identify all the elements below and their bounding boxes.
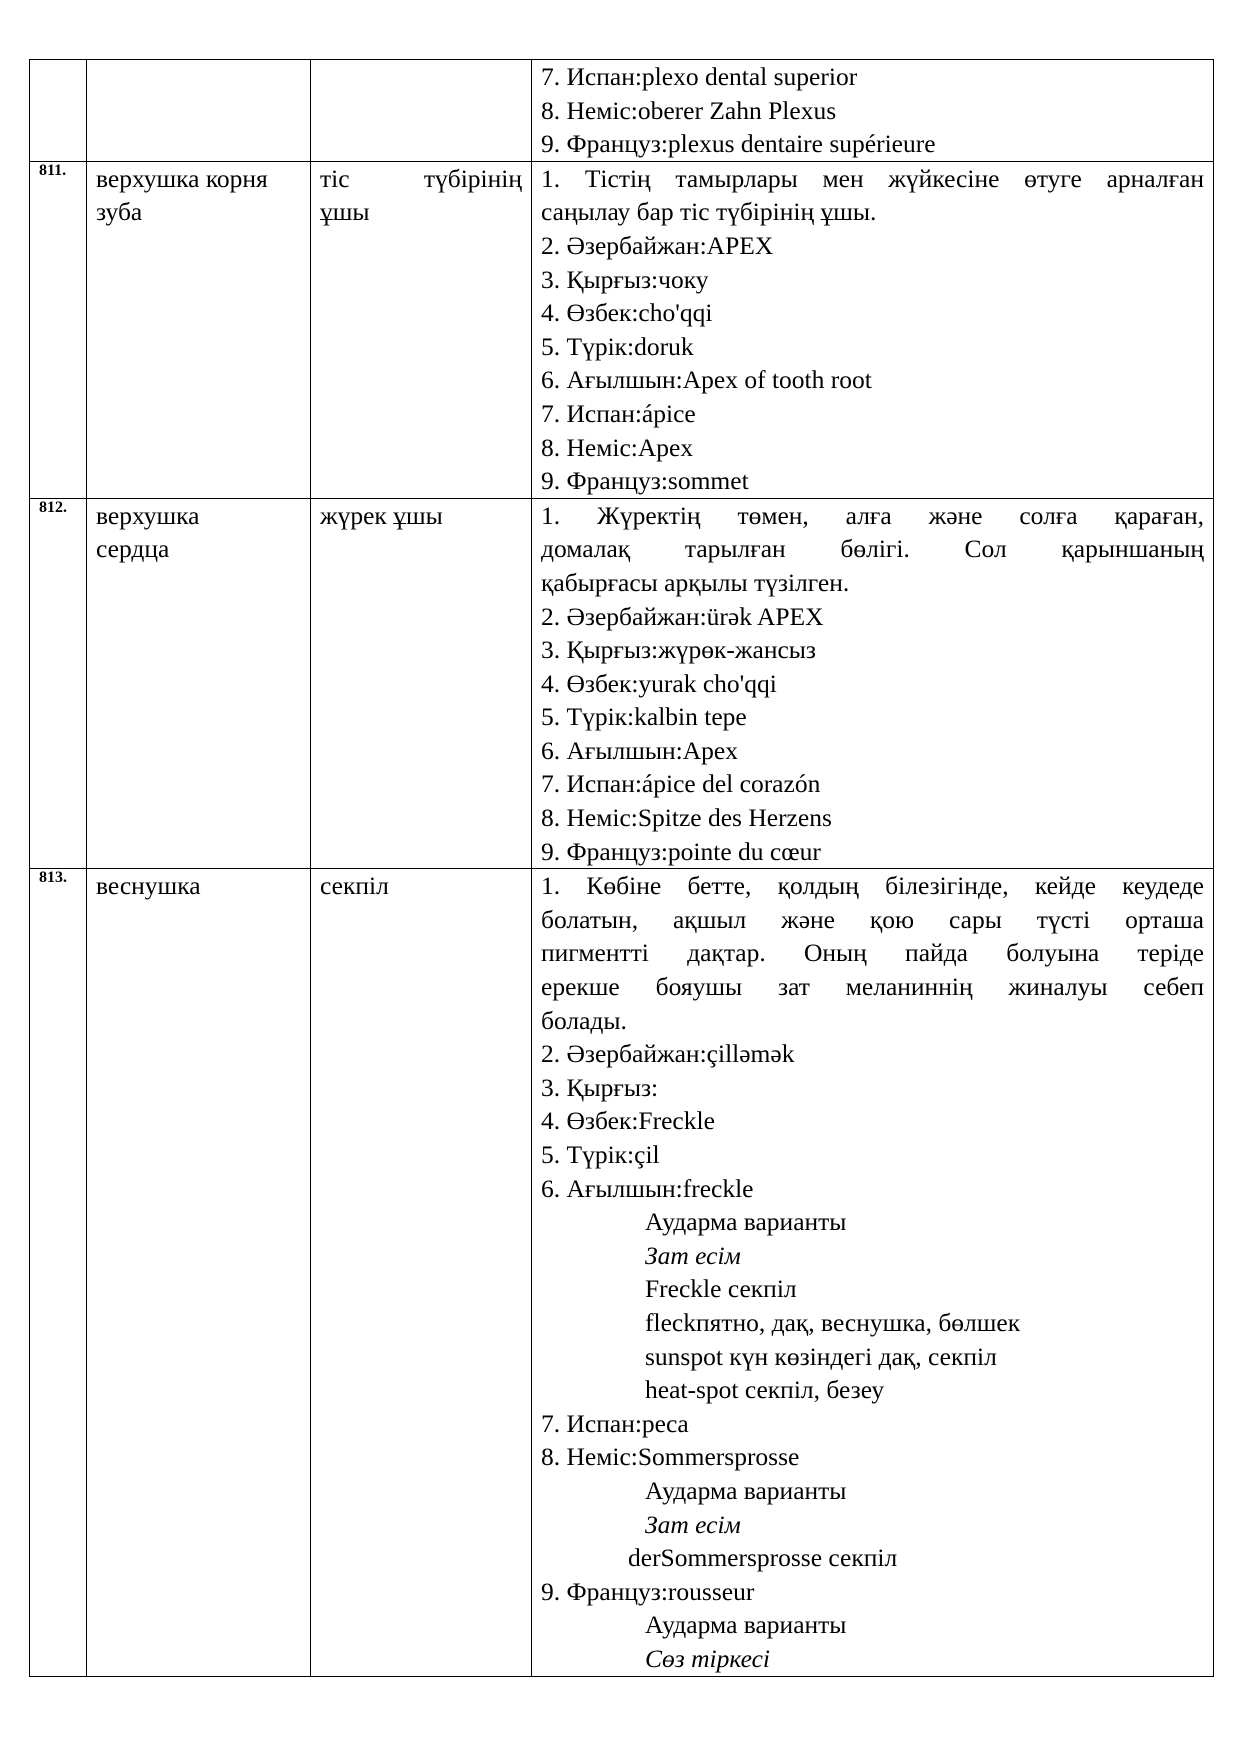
definition-text: домалақ тарылған бөлігі. Сол қарыншаның: [541, 534, 1204, 564]
translation-line: 8. Неміс:Sommersprosse: [541, 1442, 800, 1472]
part-of-speech: Сөз тіркесі: [645, 1643, 771, 1673]
translation-line: 8. Неміс:Apex: [541, 432, 694, 462]
kazakh-term-word: тіс: [320, 163, 350, 193]
translation-line: 9. Француз:sommet: [541, 466, 749, 496]
translation-line: 6. Ағылшын:freckle: [541, 1173, 754, 1203]
entry-number: 812.: [30, 498, 87, 869]
translation-variant: sunspot күн көзіндегі дақ, секпіл: [645, 1341, 997, 1371]
translation-line: 3. Қырғыз:жүрөк-жансыз: [541, 635, 816, 665]
entry-number: 813.: [30, 869, 87, 1676]
definition-text: саңылау бар тіс түбірінің ұшы.: [541, 197, 877, 227]
russian-term-line: верхушка: [96, 500, 200, 530]
entry-definition: [532, 60, 1214, 162]
definition-text: 1. Жүректің төмен, алға және солға қараған,: [541, 500, 1204, 530]
translation-line: 6. Ағылшын:Apex of tooth root: [541, 365, 872, 395]
part-of-speech: Зат есім: [645, 1509, 741, 1539]
definition-text: 1. Тістің тамырлары мен жүйкесіне өтуге арналған: [541, 163, 1204, 193]
translation-line: 5. Түрік:doruk: [541, 331, 694, 361]
definition-text: қабырғасы арқылы түзілген.: [541, 567, 850, 597]
translation-line: 5. Түрік:kalbin tepe: [541, 702, 747, 732]
translation-line: 2. Әзербайжан:çilləmək: [541, 1039, 795, 1069]
translation-line: 3. Қырғыз:: [541, 1072, 659, 1102]
definition-text: 1. Көбіне бетте, қолдың білезігінде, кейде кеудеде: [541, 871, 1204, 901]
kazakh-term: [311, 161, 532, 498]
translation-line: 9. Француз:rousseur: [541, 1576, 755, 1606]
translation-line: 3. Қырғыз:чоку: [541, 264, 709, 294]
russian-term: веснушка: [87, 869, 311, 1676]
entry-definition: [532, 869, 1214, 1676]
russian-term: [87, 161, 311, 498]
translation-line: 9. Француз:plexus dentaire supérieure: [541, 129, 936, 159]
russian-term: [87, 498, 311, 869]
kazakh-term: жүрек ұшы: [311, 498, 532, 869]
definition-text: ерекше бояушы зат меланиннің жиналуы себеп: [541, 972, 1204, 1002]
part-of-speech: Зат есім: [645, 1240, 741, 1270]
entry-number: 811.: [30, 161, 87, 498]
kazakh-term-word: түбірінің: [423, 163, 522, 193]
dictionary-table: [29, 59, 1214, 1677]
kazakh-term: [311, 60, 532, 162]
translation-line: 4. Өзбек:yurak cho'qqi: [541, 668, 777, 698]
definition-text: пигментті дақтар. Оның пайда болуына теріде: [541, 938, 1204, 968]
entry-number: [30, 60, 87, 162]
translation-variants-heading: Аудармa варианты: [645, 1475, 847, 1505]
translation-variant: derSommersprosse секпіл: [628, 1543, 898, 1573]
definition-text: болады.: [541, 1005, 627, 1035]
kazakh-term-line: [320, 162, 522, 196]
translation-line: 7. Испан:plexo dental superior: [541, 62, 858, 91]
translation-line: 8. Неміс:oberer Zahn Plexus: [541, 95, 837, 125]
translation-line: 7. Испан:ápice: [541, 398, 696, 428]
translation-line: 4. Өзбек:Freckle: [541, 1106, 715, 1136]
translation-line: 5. Түрік:çil: [541, 1140, 660, 1169]
translation-variant: Freckle секпіл: [645, 1274, 797, 1304]
translation-line: 7. Испан:ápice del corazón: [541, 769, 821, 799]
translation-line: 2. Әзербайжан:APEX: [541, 230, 774, 260]
kazakh-term: секпіл: [311, 869, 532, 1676]
kazakh-term-line: ұшы: [320, 197, 370, 227]
translation-line: 9. Француз:pointe du cœur: [541, 836, 821, 866]
translation-variants-heading: Аудармa варианты: [645, 1207, 847, 1237]
russian-term-line: верхушка корня: [96, 163, 268, 193]
translation-line: 7. Испан:peca: [541, 1408, 689, 1438]
translation-line: 4. Өзбек:cho'qqi: [541, 298, 713, 328]
entry-definition: [532, 498, 1214, 869]
translation-variant: fleckпятно, дақ, веснушка, бөлшек: [645, 1307, 1021, 1337]
table-row: [30, 60, 1214, 162]
translation-line: 6. Ағылшын:Apex: [541, 735, 738, 765]
russian-term: [87, 60, 311, 162]
translation-variants-heading: Аудармa варианты: [645, 1610, 847, 1640]
table-row: [30, 161, 1214, 498]
russian-term-line: зуба: [96, 197, 143, 227]
russian-term-line: сердца: [96, 534, 170, 564]
entry-definition: [532, 161, 1214, 498]
translation-line: 8. Неміс:Spitze des Herzens: [541, 803, 832, 833]
table-row: [30, 498, 1214, 869]
table-row: [30, 869, 1214, 1676]
translation-line: 2. Әзербайжан:ürək APEX: [541, 601, 824, 631]
translation-variant: heat-spot секпіл, безеу: [645, 1375, 885, 1405]
definition-text: болатын, ақшыл және қою сары түсті орташа: [541, 904, 1204, 934]
